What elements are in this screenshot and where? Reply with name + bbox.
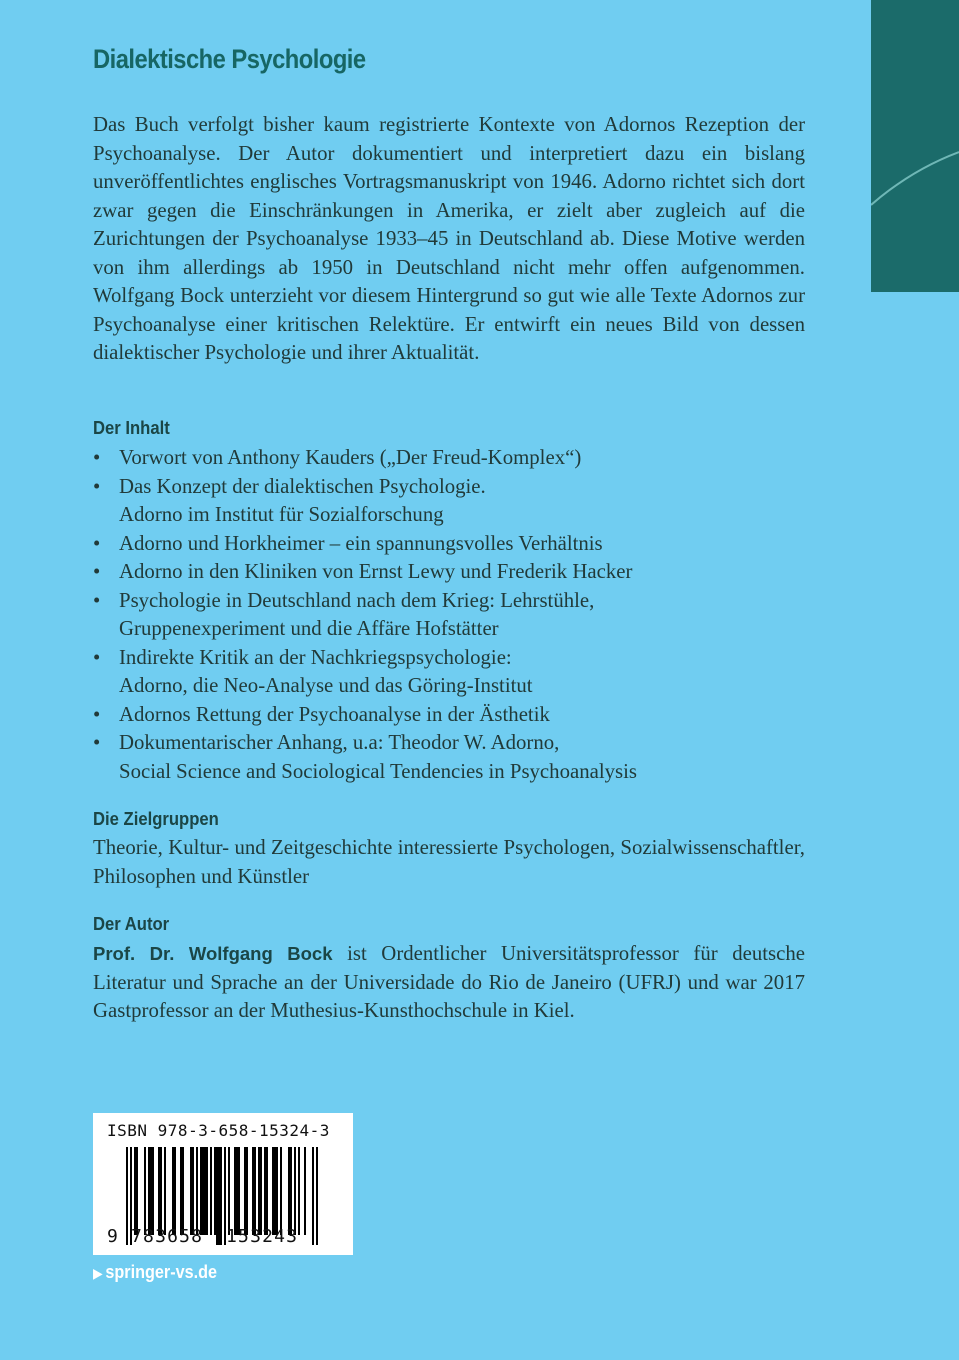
barcode-bar [192,1147,194,1235]
barcode-bar [244,1147,246,1235]
barcode-bar [304,1147,306,1235]
zielgruppen-text: Theorie, Kultur- und Zeitgeschichte interessierte Psychologen, Sozialwissenschaftler, Philosophen und Künstler [93,836,805,888]
author-bio: ist Ordentlicher Universitätsprofessor für deutsche Literatur und Sprache an der Universidade do Rio de Janeiro (UFRJ) und war 2017 Gastprofessor an der Muthesius-Kunsthochschule in Kiel. [93,942,805,1022]
barcode-bar [152,1147,154,1235]
contents-list-item [93,473,805,530]
contents-list-item-line: • Adornos Rettung der Psychoanalyse in der Ästhetik [119,702,550,726]
barcode-bar [190,1147,192,1235]
isbn-label: ISBN 978-3-658-15324-3 [107,1121,330,1140]
barcode-bar [158,1147,160,1235]
barcode-bar [210,1147,212,1235]
barcode-bar [258,1147,260,1235]
barcode-bar [150,1147,152,1235]
contents-list-item [93,701,805,730]
barcode-bar [260,1147,262,1235]
contents-list-item-line: • Vorwort von Anthony Kauders („Der Freud-Komplex“) [119,446,582,469]
barcode-bar [276,1147,278,1235]
barcode-bar [238,1147,240,1235]
barcode-bar [294,1147,296,1235]
barcode-bar [274,1147,276,1235]
barcode-bar [264,1147,266,1235]
barcode-bar [316,1147,318,1245]
autor-paragraph [93,940,805,1026]
barcode-bar [160,1147,162,1235]
barcode-bar [126,1147,128,1245]
inhalt-heading: Der Inhalt [93,417,170,438]
barcode-bar [280,1147,282,1235]
barcode-bar [144,1147,146,1235]
contents-list-item-line: Social Science and Sociological Tendencies in Psychoanalysis [119,759,637,783]
barcode-bar [236,1147,238,1235]
contents-list-item-line: Gruppenexperiment und die Affäre Hofstätter [119,617,499,640]
ean-left-digits: 783658 [131,1226,204,1247]
barcode-bar [218,1147,220,1245]
barcode-bar [254,1147,256,1235]
contents-list-item-line: • Adorno und Horkheimer – ein spannungsvolles Verhältnis [119,531,603,555]
barcode-bar [136,1147,138,1235]
decorative-teal-band [871,0,959,292]
barcode-bar [312,1147,314,1245]
barcode-bar [288,1147,290,1235]
contents-list-item-line: • Das Konzept der dialektischen Psychologie. [119,474,486,498]
barcode-bar [182,1147,184,1235]
contents-list [93,444,805,786]
contents-list-item-line: • Dokumentarischer Anhang, u.a: Theodor W. Adorno, [119,731,560,754]
arrow-right-icon: ▶ [93,1265,103,1281]
barcode-bar [164,1147,166,1235]
book-title: Dialektische Psychologie [93,44,366,74]
barcode-bar [202,1147,204,1235]
barcode-bar [266,1147,268,1235]
barcode-bar [214,1147,216,1235]
barcode-bar [220,1147,222,1245]
contents-list-item [93,644,805,701]
barcode-bar [134,1147,136,1235]
autor-heading: Der Autor [93,913,170,934]
author-name: Prof. Dr. Wolfgang Bock [93,943,333,964]
contents-list-item-line: • Indirekte Kritik an der Nachkriegspsychologie: [119,645,512,669]
publisher-url: springer-vs.de [105,1262,218,1282]
contents-list-item [93,729,805,786]
barcode-bar [228,1147,230,1235]
contents-list-item [93,530,805,559]
barcode-bar [196,1147,198,1235]
intro-paragraph: Das Buch verfolgt bisher kaum registrierte Kontexte von Adornos Rezeption der Psychoanalyse. Der Autor dokumentiert und interpretiert dazu ein bislang unveröffentlichtes englisches Vortragsmanuskript von 1946. Adorno richtet sich dort zwar gegen die Einschränkungen in Amerika, er zielt aber zugleich auf die Zurichtungen der Psychoanalyse 1933–45 in Deutschland ab. Diese Motive werden von ihm allerdings ab 1950 in Deutschland nicht mehr offen aufgenommen. Wolfgang Bock unterzieht vor diesem Hintergrund so gut wie alle Texte Adornos zur Psychoanalyse einer kritischen Relektüre. Er entwirft ein neues Bild von dessen dialektischer Psychologie und ihrer Aktualität. [93,113,805,364]
barcode-bar [272,1147,274,1235]
contents-list-item [93,558,805,587]
contents-list-item [93,444,805,473]
barcode-bar [172,1147,174,1235]
barcode-bar [180,1147,182,1235]
barcode-bar [246,1147,248,1235]
contents-list-item-line: Adorno im Institut für Sozialforschung [119,503,444,526]
barcode-bar [204,1147,206,1235]
barcode-bar [148,1147,150,1235]
barcode-bar [252,1147,254,1235]
contents-list-item-line: • Adorno in den Kliniken von Ernst Lewy und Frederik Hacker [119,560,633,583]
contents-list-item-line: • Psychologie in Deutschland nach dem Krieg: Lehrstühle, [119,588,595,612]
barcode-bar [174,1147,176,1235]
barcode-bar [290,1147,292,1235]
publisher-link[interactable] [93,1262,217,1283]
contents-list-item [93,587,805,644]
contents-list-item-line: Adorno, die Neo-Analyse und das Göring-Institut [119,674,533,697]
barcode-bar [234,1147,236,1235]
barcode-bar [298,1147,300,1235]
barcode-bar [200,1147,202,1235]
barcode-bar [216,1147,218,1245]
decorative-curve [871,0,959,292]
zielgruppen-heading: Die Zielgruppen [93,808,219,829]
ean-right-digits: 153243 [226,1226,299,1247]
barcode-bar [206,1147,208,1235]
ean-first-digit: 9 [107,1226,118,1247]
